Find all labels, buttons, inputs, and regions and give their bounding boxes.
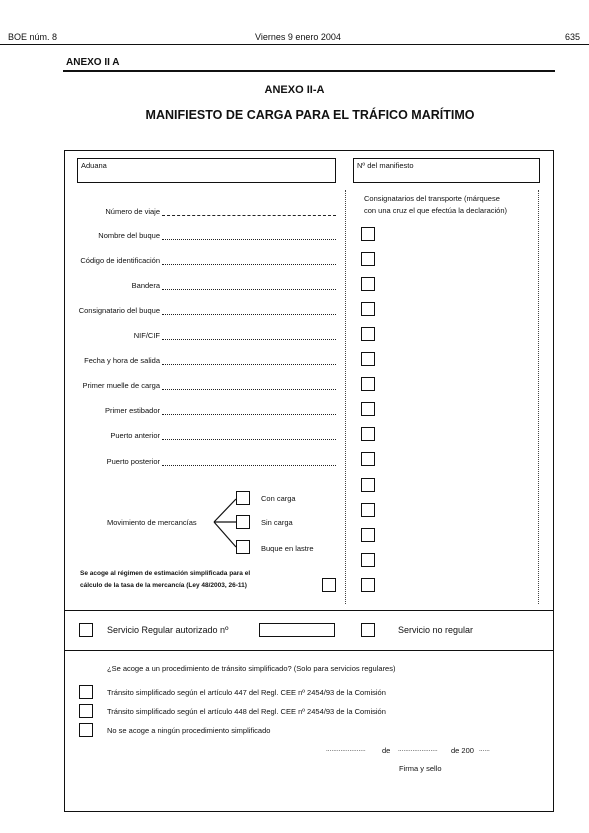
field-nombre-buque-label: Nombre del buque (98, 231, 160, 240)
field-bandera-label: Bandera (131, 281, 160, 290)
date-de-2: de 200 (451, 746, 474, 755)
field-primer-estibador-label: Primer estibador (104, 406, 160, 415)
field-primer-muelle-line[interactable] (162, 389, 336, 390)
sin-carga-checkbox[interactable] (236, 515, 250, 529)
field-fecha-hora-salida-line[interactable] (162, 364, 336, 365)
buque-lastre-checkbox[interactable] (236, 540, 250, 554)
date-de-1: de (382, 746, 391, 755)
field-consignatario-buque-label: Consignatario del buque (78, 306, 160, 315)
buque-lastre-label: Buque en lastre (261, 544, 314, 553)
transito-448-checkbox[interactable] (79, 704, 93, 718)
consignatarios-column-left (345, 190, 346, 604)
consignatario-checkbox-11[interactable] (361, 478, 375, 492)
field-puerto-posterior-line[interactable] (162, 465, 336, 466)
consignatario-checkbox-9[interactable] (361, 427, 375, 441)
servicio-no-regular-checkbox[interactable] (361, 623, 375, 637)
annex-label: ANEXO II A (66, 57, 120, 68)
aduana-field[interactable] (77, 158, 336, 183)
form-divider-2 (64, 650, 554, 651)
form-title: MANIFIESTO DE CARGA PARA EL TRÁFICO MARÍTIMO (145, 108, 475, 122)
transito-ninguno-checkbox[interactable] (79, 723, 93, 737)
consignatario-checkbox-10[interactable] (361, 452, 375, 466)
firma-label: Firma y sello (399, 764, 442, 773)
transito-question: ¿Se acoge a un procedimiento de tránsito simplificado? (Solo para servicios regulares) (107, 664, 396, 673)
date-dots-year[interactable]: ...... (479, 746, 490, 753)
field-bandera-line[interactable] (162, 289, 336, 290)
consignatario-checkbox-8[interactable] (361, 402, 375, 416)
consignatario-checkbox-7[interactable] (361, 377, 375, 391)
field-numero-viaje-label: Número de viaje (105, 207, 160, 216)
regimen-text-2: cálculo de la tasa de la mercancía (Ley 48/2003, 26-11) (80, 582, 247, 589)
consignatario-checkbox-2[interactable] (361, 252, 375, 266)
field-consignatario-buque-line[interactable] (162, 314, 336, 315)
consignatario-checkbox-6[interactable] (361, 352, 375, 366)
header-left: BOE núm. 8 (8, 32, 58, 42)
field-nif-cif-label: NIF/CIF (133, 331, 160, 340)
manifiesto-label: Nº del manifiesto (357, 161, 414, 170)
movimiento-label: Movimiento de mercancías (107, 518, 197, 527)
transito-447-checkbox[interactable] (79, 685, 93, 699)
header-center: Viernes 9 enero 2004 (255, 32, 341, 42)
field-codigo-identificacion-label: Código de identificación (80, 256, 160, 265)
field-fecha-hora-salida-label: Fecha y hora de salida (84, 356, 160, 365)
servicio-regular-number-field[interactable] (259, 623, 335, 637)
date-dots-day[interactable]: ...................... (326, 746, 366, 753)
consignatario-checkbox-3[interactable] (361, 277, 375, 291)
field-nombre-buque-line[interactable] (162, 239, 336, 240)
consignatario-checkbox-4[interactable] (361, 302, 375, 316)
transito-447-label: Tránsito simplificado según el artículo 447 del Regl. CEE nº 2454/93 de la Comisión (107, 688, 386, 697)
form-annex: ANEXO II-A (264, 84, 325, 96)
field-puerto-anterior-label: Puerto anterior (110, 431, 160, 440)
date-dots-month[interactable]: ...................... (398, 746, 438, 753)
annex-rule (63, 70, 555, 72)
consignatario-checkbox-12[interactable] (361, 503, 375, 517)
consignatarios-note-1: Consignatarios del transporte (márquese (364, 194, 500, 203)
field-codigo-identificacion-line[interactable] (162, 264, 336, 265)
consignatario-checkbox-13[interactable] (361, 528, 375, 542)
con-carga-label: Con carga (261, 494, 296, 503)
consignatarios-column-right (538, 190, 539, 604)
field-nif-cif-line[interactable] (162, 339, 336, 340)
aduana-label: Aduana (81, 161, 107, 170)
servicio-no-regular-label: Servicio no regular (398, 625, 474, 635)
con-carga-checkbox[interactable] (236, 491, 250, 505)
transito-448-label: Tránsito simplificado según el artículo 448 del Regl. CEE nº 2454/93 de la Comisión (107, 707, 386, 716)
header-page-number: 635 (565, 32, 581, 42)
consignatario-checkbox-14[interactable] (361, 553, 375, 567)
servicio-regular-label: Servicio Regular autorizado nº (107, 625, 229, 635)
regimen-text-1: Se acoge al régimen de estimación simplificada para el (80, 570, 251, 577)
form-divider-1 (64, 610, 554, 611)
consignatario-checkbox-1[interactable] (361, 227, 375, 241)
field-puerto-posterior-label: Puerto posterior (106, 457, 160, 466)
consignatario-checkbox-15[interactable] (361, 578, 375, 592)
field-primer-muelle-label: Primer muelle de carga (82, 381, 160, 390)
movimiento-bracket (212, 492, 238, 554)
field-puerto-anterior-line[interactable] (162, 439, 336, 440)
sin-carga-label: Sin carga (261, 518, 293, 527)
field-numero-viaje-line[interactable] (162, 215, 336, 216)
field-primer-estibador-line[interactable] (162, 414, 336, 415)
header-rule (0, 44, 589, 45)
consignatarios-note-2: con una cruz el que efectúa la declaración) (364, 206, 508, 215)
transito-ninguno-label: No se acoge a ningún procedimiento simplificado (107, 726, 271, 735)
servicio-regular-checkbox[interactable] (79, 623, 93, 637)
regimen-checkbox[interactable] (322, 578, 336, 592)
consignatario-checkbox-5[interactable] (361, 327, 375, 341)
